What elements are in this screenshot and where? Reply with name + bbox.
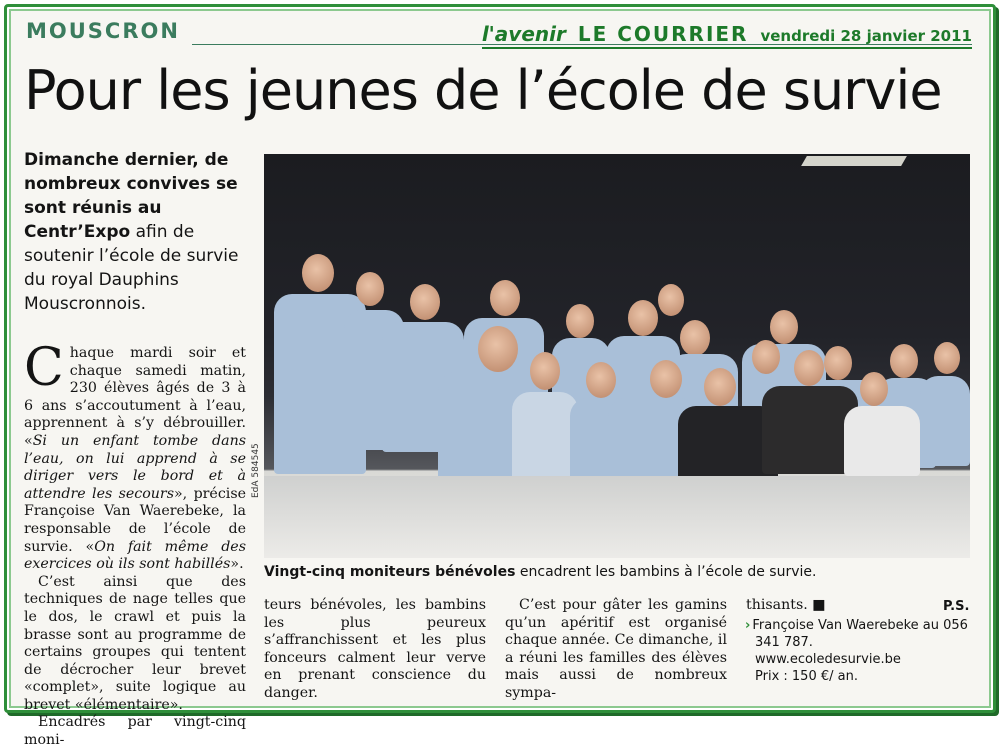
publication-name-1: l'avenir (481, 22, 566, 46)
paragraph-4-tail: thisants. (746, 597, 808, 613)
ceiling-light (801, 156, 907, 166)
caption-bold: Vingt-cinq moniteurs bénévoles (264, 564, 516, 580)
person (680, 320, 710, 356)
person (658, 284, 684, 316)
person (890, 344, 918, 378)
person (490, 280, 520, 316)
end-mark: ■ (812, 597, 826, 613)
paragraph-4-end (746, 597, 968, 615)
caption-text: encadrent les bambins à l’école de survie. (519, 564, 817, 580)
paragraph-2: C’est ainsi que des techniques de nage telles que le dos, le crawl et puis la brasse sont au programme de certains groupes qui tentent de décrocher leur brevet «complet», suite logique au brevet «élémentaire». (24, 573, 246, 713)
person (934, 342, 960, 374)
person (844, 406, 920, 476)
person (704, 368, 736, 406)
p1-quote-2: On fait même des exercices où ils sont habillés (24, 538, 246, 573)
person (752, 340, 780, 374)
person (860, 372, 888, 406)
info-contact (745, 617, 971, 651)
headline: Pour les jeunes de l’école de survie (24, 59, 942, 122)
paragraph-1 (24, 338, 246, 574)
paragraph-3-cont: teurs bénévoles, les bambins les plus peureux s’affranchissent et les plus fonceurs calment leur verve en prenant conscience du danger. (264, 597, 486, 701)
p1-quote-1: Si un enfant tombe dans l’eau, on lui apprend à se diriger vers le bord et à attendre les secours (24, 432, 246, 502)
article-column-1 (24, 338, 246, 750)
person (824, 346, 852, 380)
section-label: MOUSCRON (26, 19, 180, 43)
person (478, 326, 518, 372)
person (530, 352, 560, 390)
person (410, 284, 440, 320)
p1-text: haque mardi soir et chaque samedi matin, 230 élèves âgés de 3 à 6 ans s’accoutument à l’eau, apprennent à s’y débrouiller. « (24, 345, 246, 449)
contact-text: Françoise Van Waerebeke au 056 341 787. (752, 618, 968, 650)
person (356, 272, 384, 306)
p1-end: ». (230, 556, 244, 573)
lead-bold: Dimanche dernier, de nombreux convives se sont réunis au Centr’Expo (24, 150, 238, 242)
person (302, 254, 334, 292)
photo-credit: EdA 584545 (251, 443, 261, 498)
lead-paragraph (24, 148, 258, 316)
article-column-4 (746, 597, 968, 615)
article-column-3 (505, 597, 727, 703)
person (920, 376, 970, 466)
bar-counter (264, 476, 970, 558)
author-signature: P.S. (943, 599, 970, 614)
paragraph-4: C’est pour gâter les gamins qu’un apéritif est organisé chaque année. Ce dimanche, il a réuni les familles des élèves mais aussi de nombreux sympa- (505, 597, 727, 701)
article-column-2 (264, 597, 486, 703)
person (794, 350, 824, 386)
person (586, 362, 616, 398)
person (512, 392, 578, 482)
publication-name-2: LE COURRIER (577, 22, 749, 46)
masthead (482, 22, 972, 49)
lead-regular: afin de soutenir l’école de survie du royal Dauphins Mouscronnois. (24, 222, 239, 314)
person (628, 300, 658, 336)
drop-cap: C (24, 338, 64, 398)
paragraph-3-start: Encadrés par vingt-cinq moni- (24, 714, 246, 749)
arrow-right-icon: › (745, 618, 751, 633)
photo-caption (264, 563, 970, 581)
info-website: www.ecoledesurvie.be (755, 652, 901, 667)
issue-date: vendredi 28 janvier 2011 (760, 27, 972, 45)
info-price: Prix : 150 €/ an. (755, 669, 858, 684)
group-photo (264, 154, 970, 558)
info-box (745, 617, 971, 685)
p1-mid: », précise Françoise Van Waerebeke, la responsable de l’école de survie. « (24, 485, 246, 555)
person (770, 310, 798, 344)
person (566, 304, 594, 338)
person (650, 360, 682, 398)
